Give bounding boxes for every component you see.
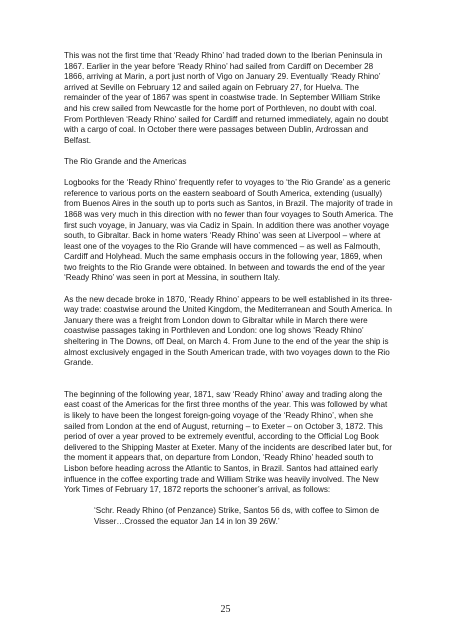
paragraph-1870: As the new decade broke in 1870, ‘Ready Rhino’ appears to be well established in its three-way trade: coastwise around the United Kingdom, the Mediterranean and South America. In January there was a freight from London down to Gibraltar while in March there were coastwise passages taking in Porthleven and London: one log shows ‘Ready Rhino’ sheltering in The Downs, off Deal, on March 4. From June to the end of the year the ship is almost exclusively engaged in the South American trade, with two voyages down to the Rio Grande. (64, 294, 393, 368)
section-heading: The Rio Grande and the Americas (64, 156, 187, 166)
page-body (64, 51, 394, 538)
page-number: 25 (220, 604, 231, 615)
paragraph-rio-grande: Logbooks for the ‘Ready Rhino’ frequently refer to voyages to ‘the Rio Grande’ as a generic reference to various ports on the eastern seaboard of South America, extending (usually) from Buenos Aires in the south up to ports such as Santos, in Brazil. The majority of trade in 1868 was very much in this direction with no fewer than four voyages to South America. The first such voyage, in January, was via Cadiz in Spain. In addition there was another voyage south, to Gibraltar. Back in home waters ‘Ready Rhino’ was seen at Liverpool – where at least one of the voyages to the Rio Grande will have commenced – as well as Falmouth, Cardiff and Holyhead. Much the same emphasis occurs in the following year, 1869, when two freights to the Rio Grande were obtained. In between and towards the end of the year ‘Ready Rhino’ was seen in port at Messina, in southern Italy. (64, 178, 394, 283)
paragraph-iberian-trade: This was not the first time that ‘Ready Rhino’ had traded down to the Iberian Peninsula in 1867. Earlier in the year before ‘Ready Rhino’ had sailed from Cardiff on December 28 1866, arriving at Marin, a port just north of Vigo on January 29. Eventually ‘Ready Rhino’ arrived at Seville on February 12 and sailed again on February 27, for Huelva. The remainder of the year of 1867 was spent in coastwise trade. In September William Strike and his crew sailed from Newcastle for the home port of Porthleven, no doubt with coal. From Porthleven ‘Ready Rhino’ sailed for Cardiff and returned immediately, again no doubt with a cargo of coal. In October there were passages between Dublin, Ardrossan and Belfast. (64, 51, 389, 145)
newspaper-quote: ‘Schr. Ready Rhino (of Penzance) Strike, Santos 56 ds, with coffee to Simon de Visser…Crossed the equator Jan 14 in lon 39 26W.’ (94, 506, 380, 526)
paragraph-1871: The beginning of the following year, 1871, saw ‘Ready Rhino’ away and trading along the east coast of the Americas for the first three months of the year. This was followed by what is likely to have been the longest foreign-going voyage of the ‘Ready Rhino’, when she sailed from London at the end of August, returning – to Exeter – on October 3, 1872. This period of over a year proved to be extremely eventful, according to the Official Log Book delivered to the Shipping Master at Exeter. Many of the incidents are described later but, for the moment it appears that, on departure from London, ‘Ready Rhino’ headed south to Lisbon before heading across the Atlantic to Santos, in Brazil. Santos had attained early influence in the coffee exporting trade and William Strike was heavily involved. The New York Times of February 17, 1872 reports the schooner’s arrival, as follows: (64, 389, 392, 495)
